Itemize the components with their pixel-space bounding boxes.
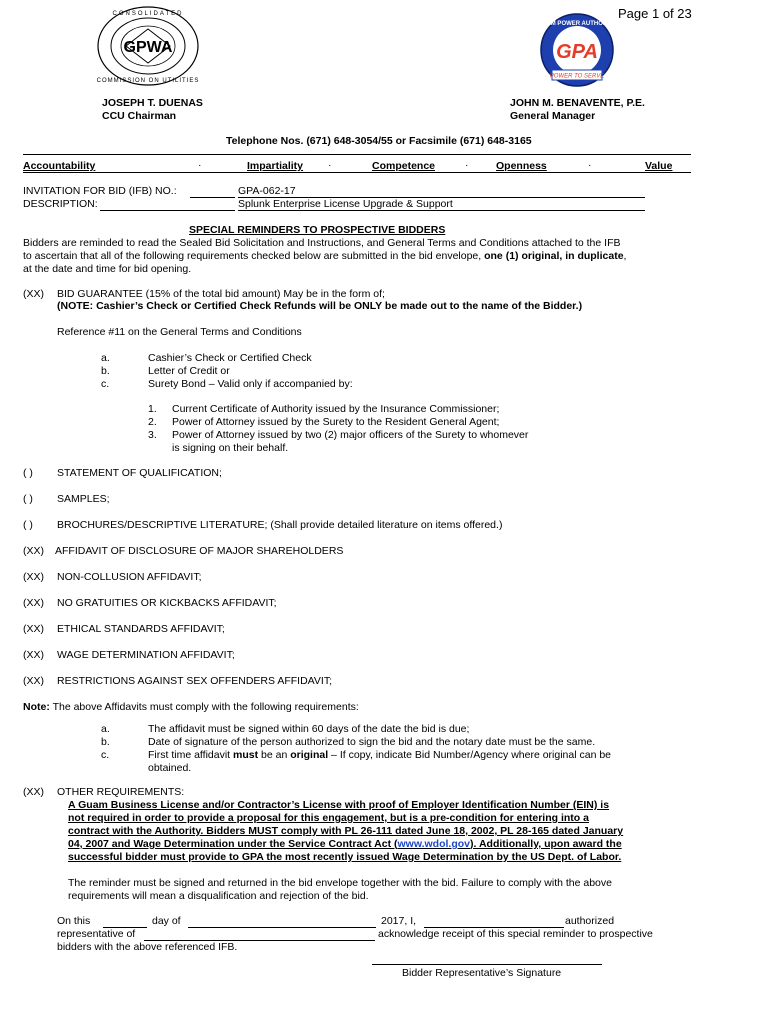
right-official-name: JOHN M. BENAVENTE, P.E. bbox=[510, 97, 645, 109]
reminder-line-2: requirements will mean a disqualification and rejection of the bid. bbox=[68, 890, 369, 902]
page-number: Page 1 of 23 bbox=[618, 6, 692, 21]
option-letter: c. bbox=[101, 378, 110, 390]
requirement-text: BROCHURES/DESCRIPTIVE LITERATURE; (Shall provide detailed literature on items offered.) bbox=[57, 519, 503, 531]
intro-original-duplicate: one (1) original, in duplicate bbox=[484, 250, 624, 262]
requirement-mark: ( ) bbox=[23, 519, 33, 531]
requirement-mark: (XX) bbox=[23, 623, 44, 635]
other-line-3: contract with the Authority. Bidders MUST comply with PL 26-111 dated June 18, 2002, PL 28-165 dated January bbox=[68, 825, 624, 837]
svg-text:GPA: GPA bbox=[556, 41, 598, 63]
requirement-text: WAGE DETERMINATION AFFIDAVIT; bbox=[57, 649, 235, 661]
requirement-mark: (XX) bbox=[23, 597, 44, 609]
note-letter: a. bbox=[101, 723, 110, 735]
intro-line-2-text: to ascertain that all of the following requirements checked below are submitted in the bid envelope, bbox=[23, 250, 482, 262]
requirement-text: RESTRICTIONS AGAINST SEX OFFENDERS AFFIDAVIT; bbox=[57, 675, 332, 687]
requirement-text: ETHICAL STANDARDS AFFIDAVIT; bbox=[57, 623, 225, 635]
requirement-mark: ( ) bbox=[23, 467, 33, 479]
svg-text:GUAM POWER AUTHORITY: GUAM POWER AUTHORITY bbox=[537, 21, 617, 27]
note-item-text bbox=[148, 749, 611, 761]
requirement-item bbox=[23, 519, 502, 531]
gpa-logo bbox=[536, 12, 618, 88]
option-text: Surety Bond – Valid only if accompanied by: bbox=[148, 378, 353, 390]
surety-number: 2. bbox=[148, 416, 157, 428]
other-line-1: A Guam Business License and/or Contractor’s License with proof of Employer Identification Number (EIN) is bbox=[68, 799, 610, 811]
intro-line-2 bbox=[23, 250, 626, 262]
bid-guarantee-item bbox=[23, 288, 385, 300]
note-item-text: Date of signature of the person authorized to sign the bid and the notary date must be the same. bbox=[148, 736, 596, 748]
reminder-line-1: The reminder must be signed and returned in the bid envelope together with the bid. Failure to comply with the above bbox=[68, 877, 612, 889]
intro-comma: , bbox=[623, 250, 627, 262]
value-value: Value bbox=[645, 160, 673, 172]
description-label-rule bbox=[100, 210, 235, 211]
ack-year-i: 2017, I, bbox=[381, 915, 417, 927]
requirement-item bbox=[23, 649, 235, 661]
requirement-item bbox=[23, 623, 225, 635]
intro-line-1: Bidders are reminded to read the Sealed Bid Solicitation and Instructions, and General Terms and Conditions attached to the IFB bbox=[23, 237, 621, 249]
requirement-text: NON-COLLUSION AFFIDAVIT; bbox=[57, 571, 202, 583]
requirement-mark: (XX) bbox=[23, 545, 44, 557]
value-accountability: Accountability bbox=[23, 160, 96, 172]
note-c-must: must bbox=[233, 749, 259, 761]
note-item-text: The affidavit must be signed within 60 days of the date the bid is due; bbox=[148, 723, 470, 735]
other-line-5: successful bidder must provide to GPA the most recently issued Wage Determination by the US Dept. of Labor. bbox=[68, 851, 622, 863]
other-line-4-text: 04, 2007 and Wage Determination under the Service Contract Act ( bbox=[68, 838, 398, 850]
option-letter: a. bbox=[101, 352, 110, 364]
svg-text:POWER TO SERVE: POWER TO SERVE bbox=[549, 73, 605, 80]
surety-text: Power of Attorney issued by the Surety to the Resident General Agent; bbox=[172, 416, 500, 428]
ccu-logo bbox=[96, 5, 200, 87]
requirement-item bbox=[23, 493, 110, 505]
ack-month-field[interactable] bbox=[188, 927, 376, 928]
ack-authorized: authorized bbox=[565, 915, 615, 927]
note-c-part: – If copy, indicate Bid Number/Agency where original can be bbox=[328, 749, 612, 761]
requirement-item bbox=[23, 571, 202, 583]
note-items bbox=[101, 723, 661, 777]
value-competence: Competence bbox=[372, 160, 436, 172]
section-heading: SPECIAL REMINDERS TO PROSPECTIVE BIDDERS bbox=[189, 224, 446, 236]
value-openness: Openness bbox=[496, 160, 547, 172]
note-letter: c. bbox=[101, 749, 110, 761]
requirement-mark: (XX) bbox=[23, 649, 44, 661]
signature-field[interactable] bbox=[372, 964, 602, 965]
ack-day-of: day of bbox=[152, 915, 181, 927]
option-text: Cashier’s Check or Certified Check bbox=[148, 352, 312, 364]
note-c-part: First time affidavit bbox=[148, 749, 233, 761]
surety-number: 3. bbox=[148, 429, 157, 441]
telephone-line: Telephone Nos. (671) 648-3054/55 or Facsimile (671) 648-3165 bbox=[226, 135, 532, 147]
other-line-4 bbox=[68, 838, 622, 850]
ack-on-this: On this bbox=[57, 915, 91, 927]
note-text: The above Affidavits must comply with the following requirements: bbox=[52, 701, 359, 713]
surety-list bbox=[148, 403, 598, 455]
requirement-item bbox=[23, 467, 222, 479]
requirement-text: AFFIDAVIT OF DISCLOSURE OF MAJOR SHAREHOLDERS bbox=[55, 545, 344, 557]
header-rule bbox=[23, 154, 691, 155]
bid-guarantee-options bbox=[101, 352, 501, 392]
affidavit-note bbox=[23, 701, 359, 713]
other-line-2: not required in order to provide a proposal for this engagement, but is a pre-condition for entering into a bbox=[68, 812, 589, 824]
ifb-number-rule bbox=[190, 197, 235, 198]
svg-text:GPWA: GPWA bbox=[123, 39, 173, 56]
values-rule bbox=[23, 172, 691, 173]
ack-last: bidders with the above referenced IFB. bbox=[57, 941, 238, 953]
surety-number: 1. bbox=[148, 403, 157, 415]
note-item-text: obtained. bbox=[148, 762, 192, 774]
bid-guarantee-note: (NOTE: Cashier’s Check or Certified Check Refunds will be ONLY be made out to the name of the Bidder.) bbox=[57, 300, 583, 312]
bid-guarantee-text: BID GUARANTEE (15% of the total bid amount) May be in the form of; bbox=[57, 288, 385, 300]
other-label: OTHER REQUIREMENTS: bbox=[57, 786, 185, 798]
left-official-name: JOSEPH T. DUENAS bbox=[102, 97, 203, 109]
description-value: Splunk Enterprise License Upgrade & Support bbox=[238, 198, 453, 210]
note-c-original: original bbox=[290, 749, 329, 761]
bid-guarantee-reference: Reference #11 on the General Terms and Conditions bbox=[57, 326, 302, 338]
requirement-mark: (XX) bbox=[23, 571, 44, 583]
requirement-text: NO GRATUITIES OR KICKBACKS AFFIDAVIT; bbox=[57, 597, 277, 609]
requirement-item bbox=[23, 675, 332, 687]
ifb-number-value: GPA-062-17 bbox=[238, 185, 296, 197]
value-impartiality: Impartiality bbox=[247, 160, 304, 172]
requirement-mark: (XX) bbox=[23, 675, 44, 687]
option-text: Letter of Credit or bbox=[148, 365, 230, 377]
surety-text: Current Certificate of Authority issued by the Insurance Commissioner; bbox=[172, 403, 500, 415]
svg-text:COMMISSION ON UTILITIES: COMMISSION ON UTILITIES bbox=[96, 78, 200, 84]
bid-guarantee-mark: (XX) bbox=[23, 288, 44, 300]
requirement-item bbox=[23, 597, 277, 609]
other-requirements-item bbox=[23, 786, 184, 798]
other-line-4-end: ). Additionally, upon award the bbox=[470, 838, 622, 850]
note-letter: b. bbox=[101, 736, 110, 748]
ack-text: acknowledge receipt of this special reminder to prospective bbox=[378, 928, 653, 940]
intro-line-3: at the date and time for bid opening. bbox=[23, 263, 192, 275]
value-separator: · bbox=[588, 159, 592, 171]
wdol-link[interactable]: www.wdol.gov bbox=[397, 838, 471, 850]
requirement-text: STATEMENT OF QUALIFICATION; bbox=[57, 467, 222, 479]
requirement-item bbox=[23, 545, 343, 557]
right-official-title: General Manager bbox=[510, 110, 596, 122]
requirement-text: SAMPLES; bbox=[57, 493, 110, 505]
requirement-mark: ( ) bbox=[23, 493, 33, 505]
other-mark: (XX) bbox=[23, 786, 44, 798]
value-separator: · bbox=[198, 159, 202, 171]
svg-text:CONSOLIDATED: CONSOLIDATED bbox=[112, 11, 184, 17]
note-label: Note: bbox=[23, 701, 50, 713]
value-separator: · bbox=[328, 159, 332, 171]
value-separator: · bbox=[465, 159, 469, 171]
note-c-part: be an bbox=[258, 749, 291, 761]
description-value-rule bbox=[238, 210, 645, 211]
surety-text: Power of Attorney issued by two (2) major officers of the Surety to whomever bbox=[172, 429, 529, 441]
surety-text: is signing on their behalf. bbox=[172, 442, 289, 454]
ifb-number-label: INVITATION FOR BID (IFB) NO.: bbox=[23, 185, 177, 197]
option-letter: b. bbox=[101, 365, 110, 377]
signature-label: Bidder Representative’s Signature bbox=[402, 967, 562, 979]
left-official-title: CCU Chairman bbox=[102, 110, 177, 122]
description-label: DESCRIPTION: bbox=[23, 198, 98, 210]
ack-rep-of: representative of bbox=[57, 928, 136, 940]
